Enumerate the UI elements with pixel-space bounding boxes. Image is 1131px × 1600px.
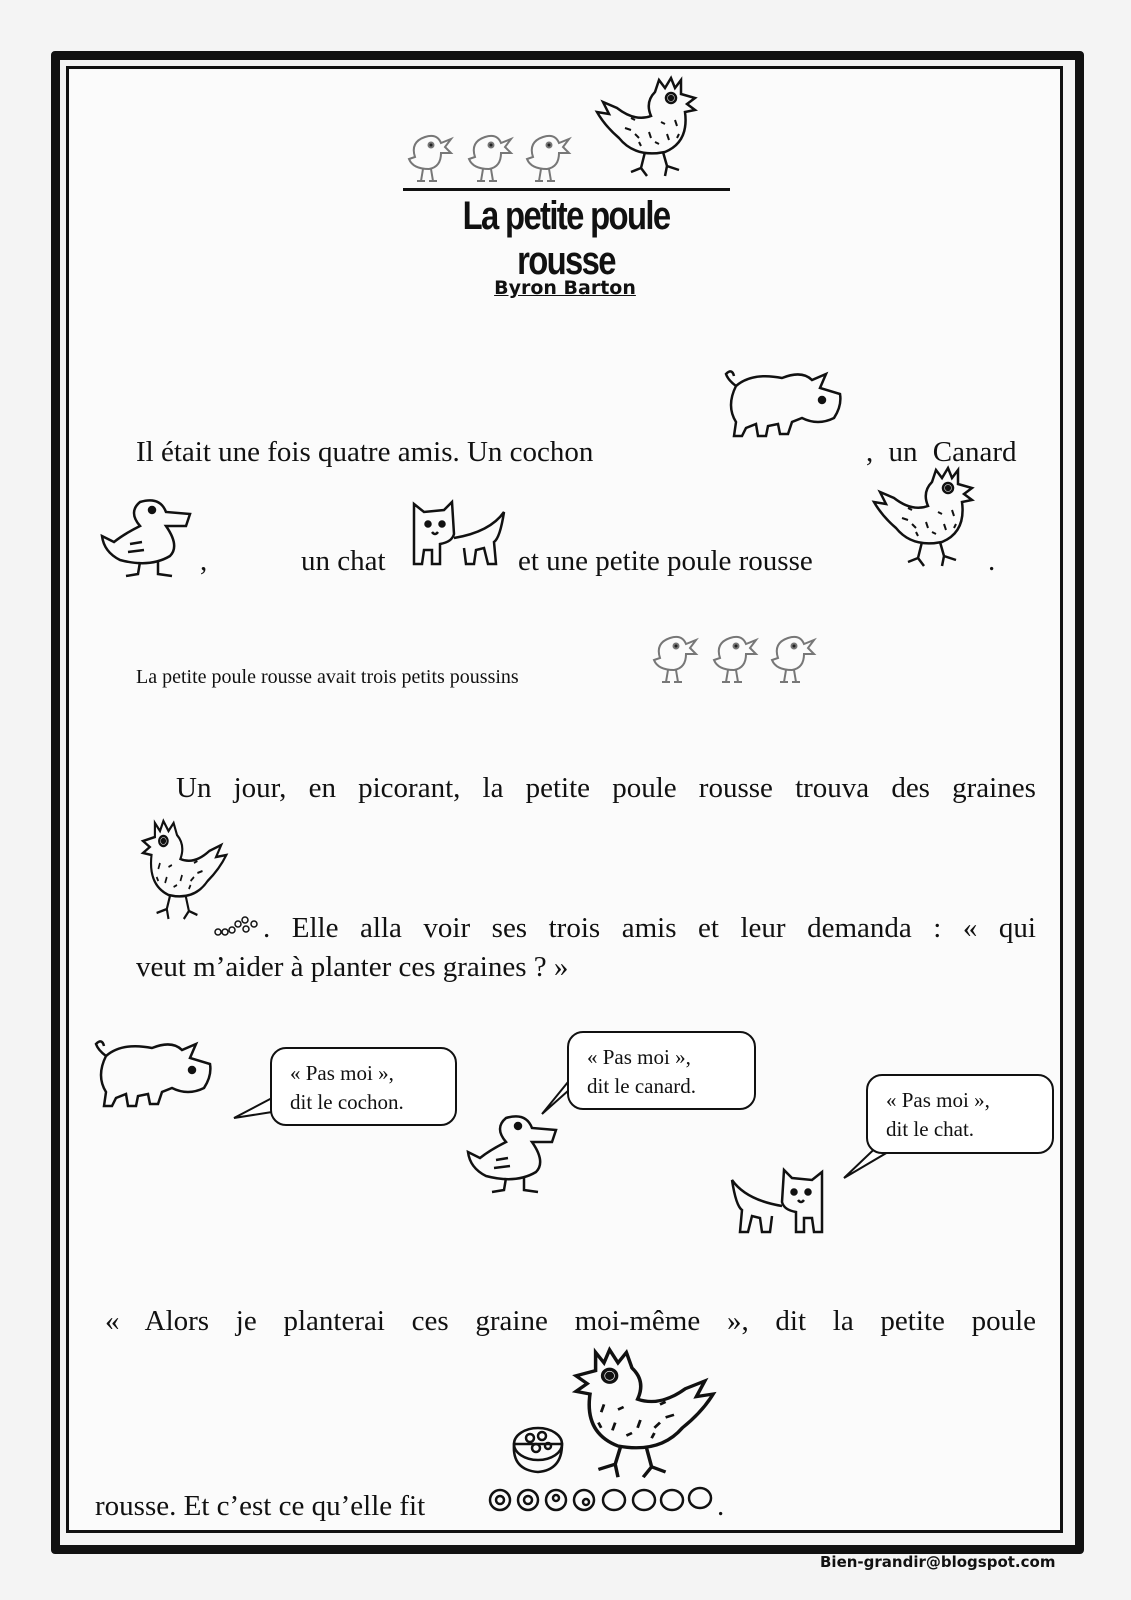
text-line-1a: Il était une fois quatre amis. Un cochon bbox=[136, 436, 594, 468]
word: trouva bbox=[795, 772, 870, 804]
cat-icon bbox=[410, 498, 510, 568]
text-line-5: . Elle alla voir ses trois amis et leur demanda : « qui bbox=[263, 912, 1036, 944]
text-final-dot: . bbox=[717, 1490, 725, 1522]
text-line-4 bbox=[176, 774, 1036, 803]
text-line-3: La petite poule rousse avait trois petits poussins bbox=[136, 666, 519, 688]
pig-icon bbox=[722, 366, 846, 446]
word: petite bbox=[525, 772, 591, 804]
title-rule bbox=[403, 188, 730, 191]
word: des bbox=[891, 772, 930, 804]
footer-credit: Bien-grandir@blogspot.com bbox=[820, 1553, 1056, 1571]
three-chicks-illustration bbox=[650, 628, 830, 686]
chicks-and-hen-illustration bbox=[405, 72, 725, 187]
word: picorant, bbox=[358, 772, 461, 804]
text-petite-poule: et une petite poule rousse bbox=[518, 545, 813, 577]
bubble-line: « Pas moi », bbox=[587, 1045, 691, 1069]
word: la bbox=[482, 772, 504, 804]
text-line-6: veut m’aider à planter ces graines ? » bbox=[136, 951, 569, 983]
speech-bubble-chat bbox=[866, 1074, 1054, 1154]
seeds-row-icon bbox=[488, 1484, 716, 1516]
word: jour, bbox=[233, 772, 287, 804]
cat-icon bbox=[726, 1166, 826, 1236]
hen-icon bbox=[872, 462, 982, 570]
page-title: La petite poule rousse bbox=[462, 194, 670, 283]
chick-icon bbox=[654, 637, 696, 682]
duck-icon bbox=[100, 496, 196, 578]
chick-icon bbox=[469, 136, 511, 181]
bubble-line: « Pas moi », bbox=[886, 1088, 990, 1112]
text-line-8: rousse. Et c’est ce qu’elle fit bbox=[95, 1490, 426, 1522]
pig-icon bbox=[92, 1036, 216, 1116]
word: Un bbox=[176, 772, 212, 804]
hen-pecking-icon bbox=[138, 815, 228, 925]
text-dot: . bbox=[988, 545, 996, 577]
text-comma: , bbox=[200, 545, 208, 577]
seeds-icon bbox=[214, 912, 262, 938]
speech-bubble-canard bbox=[567, 1031, 756, 1110]
seed-pot-icon bbox=[510, 1422, 566, 1476]
bubble-line: dit le canard. bbox=[587, 1074, 697, 1098]
duck-icon bbox=[466, 1112, 562, 1194]
word: rousse bbox=[698, 772, 773, 804]
hen-planting-icon bbox=[566, 1342, 716, 1480]
text-line-1b: , un Canard bbox=[866, 436, 1017, 468]
speech-bubble-cochon bbox=[270, 1047, 457, 1126]
author: Byron Barton bbox=[494, 277, 636, 299]
bubble-line: « Pas moi », bbox=[290, 1061, 394, 1085]
chick-icon bbox=[714, 637, 756, 682]
bubble-tail bbox=[234, 1090, 274, 1120]
text-line-7: « Alors je planterai ces graine moi-même », dit la petite poule bbox=[105, 1305, 1036, 1337]
chick-icon bbox=[772, 637, 814, 682]
word: en bbox=[308, 772, 336, 804]
hen-icon bbox=[597, 78, 695, 176]
text-un-chat: un chat bbox=[301, 545, 386, 577]
chick-icon bbox=[527, 136, 569, 181]
bubble-line: dit le chat. bbox=[886, 1117, 975, 1141]
word: graines bbox=[952, 772, 1036, 804]
chick-icon bbox=[409, 136, 451, 181]
bubble-line: dit le cochon. bbox=[290, 1090, 404, 1114]
word: poule bbox=[612, 772, 677, 804]
